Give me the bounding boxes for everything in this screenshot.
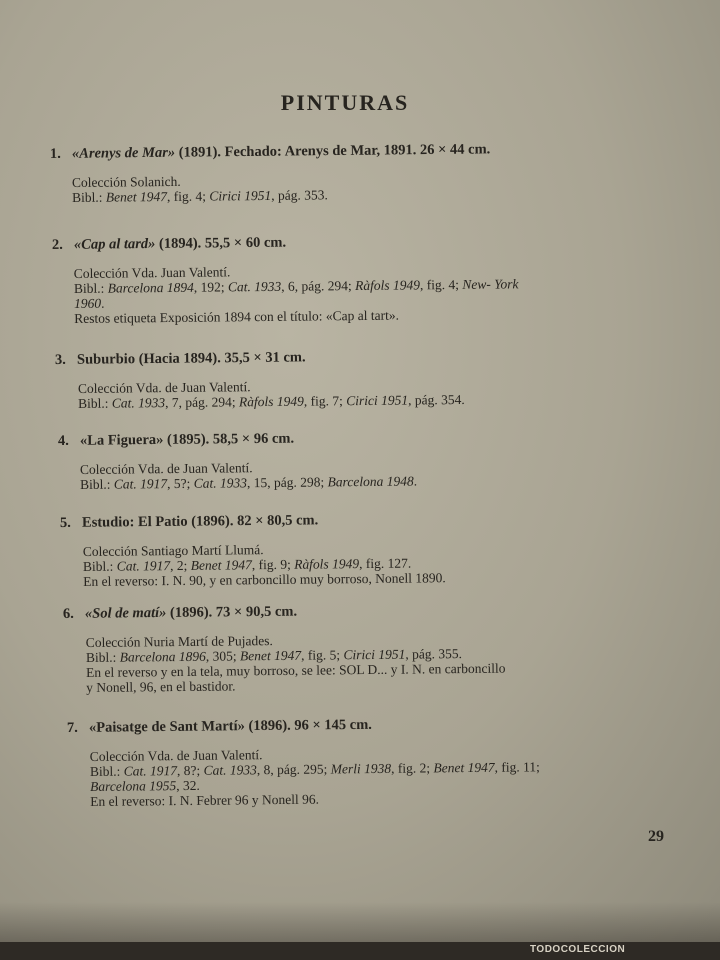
entry-body [83, 537, 720, 589]
entry-number: 2. [51, 236, 63, 253]
entry-title: «Sol de matí» [84, 604, 167, 622]
catalog-entry [0, 603, 720, 695]
entry-heading [55, 345, 720, 369]
entry-line: Barcelona 1955, 32. [90, 777, 200, 794]
catalog-entry [0, 349, 720, 411]
entry-line: Colección Solanich. [71, 173, 181, 190]
page-title: PINTURAS [280, 90, 410, 115]
entry-line: En el reverso: I. N. Febrer 96 y Nonell 96. [90, 791, 320, 809]
entry-heading [63, 599, 720, 623]
entry-title: «Arenys de Mar» [71, 144, 176, 162]
entry-heading [67, 713, 720, 737]
catalog-entry [0, 430, 720, 492]
entry-line: Bibl.: Cat. 1917, 8?; Cat. 1933, 8, pág. 295; Merli 1938, fig. 2; Benet 1947, fig. 11; [89, 759, 540, 779]
entry-line: Colección Santiago Martí Llumá. [82, 542, 264, 560]
entry-line: Bibl.: Barcelona 1896, 305; Benet 1947, fig. 5; Cirici 1951, pág. 355. [85, 646, 462, 665]
entry-details: (1896). 73 × 90,5 cm. [166, 603, 298, 621]
entry-line: y Nonell, 96, en el bastidor. [86, 678, 236, 695]
entry-title: «Cap al tard» [73, 235, 156, 253]
entry-number: 3. [54, 351, 66, 368]
entry-number: 5. [59, 514, 71, 531]
entry-body [90, 742, 720, 809]
entry-line: Colección Vda. de Juan Valentí. [89, 747, 263, 765]
entry-line: Bibl.: Cat. 1917, 2; Benet 1947, fig. 9; Ràfols 1949, fig. 127. [82, 555, 412, 574]
entry-body [86, 628, 720, 695]
entry-line: Colección Vda. de Juan Valentí. [77, 379, 251, 396]
entry-number: 6. [62, 605, 74, 622]
entry-line: Bibl.: Benet 1947, fig. 4; Cirici 1951, pág. 353. [72, 187, 328, 205]
entry-line: 1960. [74, 295, 105, 311]
entry-details: «Paisatge de Sant Martí» (1896). 96 × 145 cm. [88, 716, 372, 736]
catalog-entry [0, 716, 720, 809]
entry-body [78, 374, 720, 411]
entry-number: 1. [49, 145, 61, 162]
entry-details: Suburbio (Hacia 1894). 35,5 × 31 cm. [76, 349, 306, 368]
catalog-entry [0, 141, 720, 205]
entry-line: Bibl.: Cat. 1933, 7, pág. 294; Ràfols 1949, fig. 7; Cirici 1951, pág. 354. [78, 391, 465, 411]
entry-details: (1894). 55,5 × 60 cm. [155, 234, 287, 252]
entry-number: 7. [66, 719, 78, 736]
entry-details: Estudio: El Patio (1896). 82 × 80,5 cm. [81, 512, 319, 531]
entry-heading [60, 508, 720, 532]
page-number: 29 [648, 828, 664, 845]
entry-line: En el reverso: I. N. 90, y en carboncillo muy borroso, Nonell 1890. [83, 570, 446, 589]
entry-details: (1891). Fechado: Arenys de Mar, 1891. 26 × 44 cm. [175, 141, 491, 161]
catalog-entry [0, 512, 720, 589]
entry-body [80, 455, 720, 492]
entry-number: 4. [57, 432, 69, 449]
entry-heading [52, 230, 720, 254]
entry-heading [58, 426, 720, 450]
entry-line: Colección Vda. Juan Valentí. [73, 264, 231, 282]
entry-line: Restos etiqueta Exposición 1894 con el título: «Cap al tart». [74, 307, 399, 326]
entry-details: «La Figuera» (1895). 58,5 × 96 cm. [79, 430, 295, 449]
entry-heading [50, 139, 720, 163]
watermark: TODOCOLECCION [530, 944, 626, 955]
catalog-entry [0, 234, 720, 326]
entry-line: Bibl.: Cat. 1917, 5?; Cat. 1933, 15, pág. 298; Barcelona 1948. [80, 473, 418, 492]
entry-line: En el reverso y en la tela, muy borroso, se lee: SOL D... y I. N. en carboncillo [86, 660, 506, 680]
entry-line: Bibl.: Barcelona 1894, 192; Cat. 1933, 6, pág. 294; Ràfols 1949, fig. 4; New- York [73, 276, 519, 296]
entry-body [74, 259, 720, 326]
entry-line: Colección Vda. de Juan Valentí. [79, 460, 253, 477]
entry-line: Colección Nuria Martí de Pujades. [85, 633, 273, 651]
entry-body [72, 168, 720, 205]
